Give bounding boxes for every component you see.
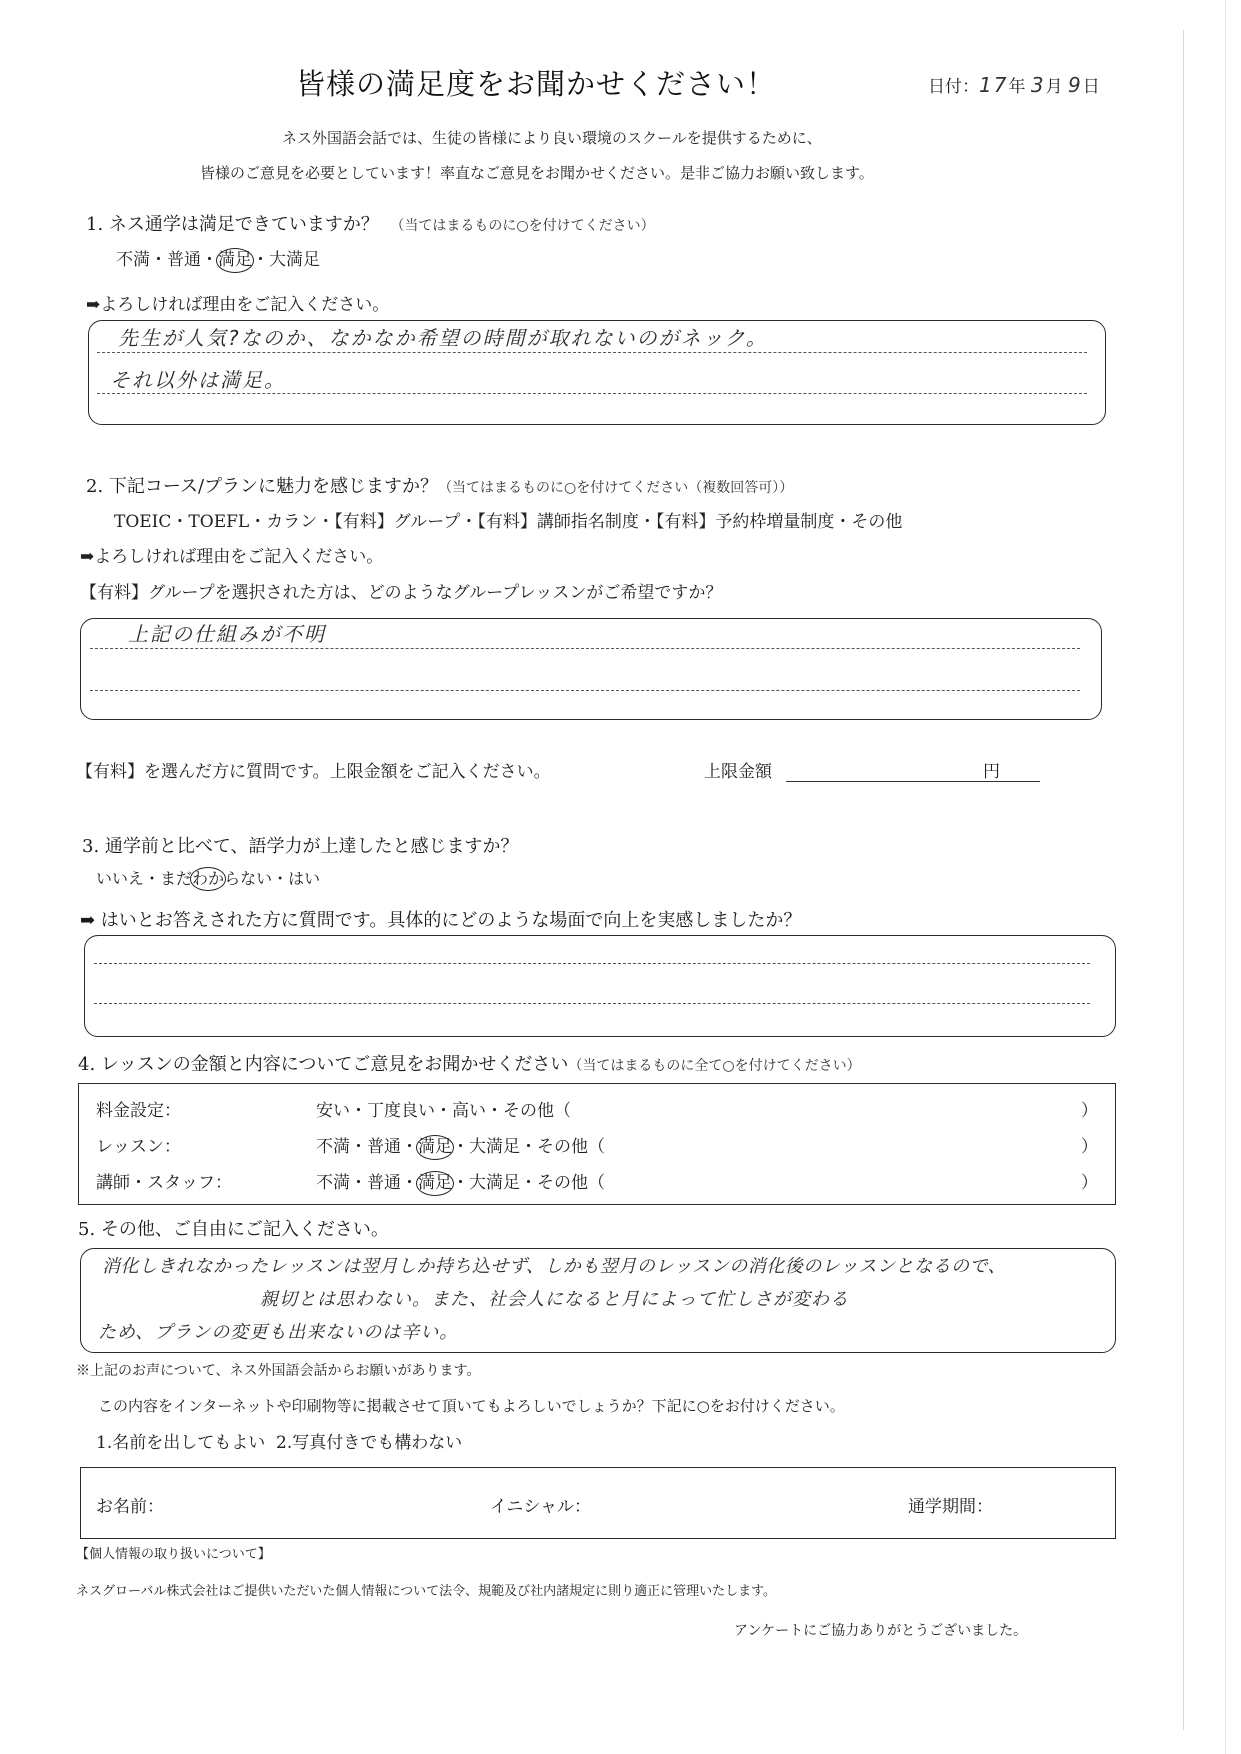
- q4-row-options: 安い・丁度良い・高い・その他（: [316, 1101, 571, 1121]
- q4-row-price: [96, 1096, 1096, 1121]
- q4-option[interactable]: 高い: [452, 1101, 486, 1121]
- q4-close-paren: ）: [1081, 1173, 1098, 1193]
- answer-line: [94, 1003, 1090, 1004]
- q2-option[interactable]: TOEFL: [188, 512, 250, 532]
- q4-question-text: 4. レッスンの金額と内容についてご意見をお聞かせください: [78, 1054, 569, 1075]
- date-month[interactable]: 3: [1030, 73, 1046, 97]
- price-label: 上限金額: [704, 762, 772, 782]
- consent-question: この内容をインターネットや印刷物等に掲載させて頂いてもよろしいでしょうか？下記に○をお付けください。: [98, 1397, 845, 1415]
- q4-question: [78, 1050, 861, 1076]
- consent-option-photo[interactable]: 2.写真付きでも構わない: [276, 1433, 463, 1453]
- q1-question: [86, 210, 655, 236]
- q2-option[interactable]: カラン: [266, 512, 318, 532]
- q4-row-lesson: [96, 1132, 1096, 1157]
- year-unit: 年: [1008, 77, 1026, 97]
- q4-close-paren: ）: [1081, 1137, 1098, 1157]
- q2-option[interactable]: その他: [851, 512, 903, 532]
- q5-question: 5. その他、ご自由にご記入ください。: [78, 1219, 389, 1240]
- initial-label: イニシャル：: [490, 1497, 591, 1517]
- intro-line-1: ネス外国語会話では、生徒の皆様により良い環境のスクールを提供するために、: [282, 129, 822, 147]
- thanks-message: アンケートにご協力ありがとうございました。: [734, 1623, 1028, 1639]
- q2-option[interactable]: 【有料】講師指名制度: [477, 512, 639, 532]
- q4-row-staff: [96, 1168, 1096, 1193]
- scan-artifact-line: [1225, 0, 1226, 1754]
- q5-answer-line-2[interactable]: 親切とは思わない。また、社会人になると月によって忙しさが変わる: [260, 1289, 849, 1310]
- q2-options: TOEIC・TOEFL・カラン・【有料】グループ・【有料】講師指名制度・【有料】予約枠増量制度・その他: [114, 512, 903, 532]
- q4-option[interactable]: 大満足: [469, 1137, 520, 1157]
- name-field[interactable]: [180, 1490, 460, 1514]
- q5-answer-line-3[interactable]: ため、プランの変更も出来ないのは辛い。: [98, 1322, 459, 1343]
- q2-answer-line-1[interactable]: 上記の仕組みが不明: [128, 622, 326, 646]
- q4-option[interactable]: 不満: [316, 1173, 350, 1193]
- answer-line: [90, 648, 1080, 649]
- answer-line: [97, 352, 1087, 353]
- price-unit: 円: [983, 762, 1000, 782]
- consent-notice: ※上記のお声について、ネス外国語会話からお願いがあります。: [76, 1363, 481, 1379]
- q3-question: 3. 通学前と比べて、語学力が上達したと感じますか？: [82, 836, 519, 857]
- day-unit: 日: [1082, 77, 1100, 97]
- period-field[interactable]: [1010, 1490, 1100, 1514]
- answer-line: [90, 690, 1080, 691]
- consent-options: [96, 1428, 462, 1453]
- q1-question-text: 1. ネス通学は満足できていますか？: [86, 214, 379, 235]
- q2-price-question: 【有料】を選んだ方に質問です。上限金額をご記入ください。: [76, 762, 551, 782]
- price-input-underline: [786, 781, 1040, 782]
- q4-option[interactable]: 普通: [367, 1173, 401, 1193]
- q4-option[interactable]: その他（: [503, 1101, 571, 1121]
- q4-option[interactable]: その他（: [537, 1173, 605, 1193]
- q4-row-label: 料金設定：: [96, 1101, 181, 1121]
- month-unit: 月: [1045, 77, 1063, 97]
- q4-option[interactable]: 普通: [367, 1137, 401, 1157]
- q2-group-question: 【有料】グループを選択された方は、どのようなグループレッスンがご希望ですか？: [80, 583, 723, 603]
- q1-answer-line-2[interactable]: それ以外は満足。: [110, 368, 286, 392]
- consent-option-name[interactable]: 1.名前を出してもよい: [96, 1433, 266, 1453]
- q1-note: （当てはまるものに○を付けてください）: [390, 218, 655, 234]
- date-year[interactable]: 17: [979, 73, 1009, 97]
- page-title: 皆様の満足度をお聞かせください！: [296, 67, 777, 101]
- q4-option-selected[interactable]: 満足: [416, 1171, 454, 1196]
- q1-reason-prompt: ➡よろしければ理由をご記入ください。: [86, 295, 390, 315]
- date-field: [928, 72, 1100, 97]
- answer-line: [97, 393, 1087, 394]
- q4-option[interactable]: 不満: [316, 1137, 350, 1157]
- privacy-text: ネスグローバル株式会社はご提供いただいた個人情報について法令、規範及び社内諸規定に則り適正に管理いたします。: [76, 1584, 777, 1599]
- initial-field[interactable]: [610, 1490, 890, 1514]
- q2-option[interactable]: 【有料】グループ: [334, 512, 461, 532]
- q2-note: （当てはまるものに○を付けてください（複数回答可））: [438, 480, 794, 496]
- q1-option[interactable]: 不満: [116, 250, 150, 270]
- q4-row-label: レッスン：: [96, 1137, 181, 1157]
- q4-row-label: 講師・スタッフ：: [96, 1173, 232, 1193]
- q1-option[interactable]: 普通: [167, 250, 201, 270]
- q1-options: 不満・普通・満足・大満足: [116, 245, 320, 270]
- q5-answer-line-1[interactable]: 消化しきれなかったレッスンは翌月しか持ち込せず、しかも翌月のレッスンの消化後のレッスンとなるので、: [102, 1256, 1007, 1277]
- q2-reason-prompt: ➡よろしければ理由をご記入ください。: [80, 547, 384, 567]
- q1-option[interactable]: 大満足: [269, 250, 320, 270]
- q4-option[interactable]: 大満足: [469, 1173, 520, 1193]
- q4-row-options: 不満・普通・満足・大満足・その他（: [316, 1168, 605, 1193]
- date-label: 日付：: [928, 77, 979, 97]
- q3-option-selected[interactable]: まだわからない: [160, 869, 272, 888]
- q1-option-selected[interactable]: 満足: [216, 248, 254, 273]
- privacy-heading: 【個人情報の取り扱いについて】: [76, 1547, 271, 1562]
- q4-option-selected[interactable]: 満足: [416, 1135, 454, 1160]
- q4-note: （当てはまるものに全て○を付けてください）: [568, 1058, 861, 1074]
- q3-option[interactable]: いいえ: [96, 869, 145, 888]
- q3-options: いいえ・まだわからない・はい: [96, 866, 320, 889]
- q3-followup: ➡ はいとお答えされた方に質問です。具体的にどのような場面で向上を実感しましたか？: [80, 910, 802, 931]
- q2-question: [86, 472, 793, 498]
- q2-question-text: 2. 下記コース/プランに魅力を感じますか？: [86, 476, 439, 497]
- period-label: 通学期間：: [908, 1497, 993, 1517]
- q4-option[interactable]: 丁度良い: [367, 1101, 435, 1121]
- answer-line: [94, 963, 1090, 964]
- price-input[interactable]: [800, 757, 960, 779]
- q4-option[interactable]: その他（: [537, 1137, 605, 1157]
- q2-option[interactable]: TOEIC: [114, 512, 172, 532]
- date-day[interactable]: 9: [1068, 73, 1083, 97]
- q4-close-paren: ）: [1081, 1101, 1098, 1121]
- q1-answer-line-1[interactable]: 先生が人気?なのか、なかなか希望の時間が取れないのがネック。: [118, 326, 768, 350]
- q3-option[interactable]: はい: [288, 869, 321, 888]
- q3-answer-box[interactable]: [84, 935, 1116, 1037]
- name-label: お名前：: [96, 1497, 164, 1517]
- intro-line-2: 皆様のご意見を必要としています！率直なご意見をお聞かせください。是非ご協力お願い致します。: [200, 164, 874, 182]
- q2-option[interactable]: 【有料】予約枠増量制度: [655, 512, 835, 532]
- q4-row-options: 不満・普通・満足・大満足・その他（: [316, 1132, 605, 1157]
- scan-artifact-line: [1183, 30, 1184, 1730]
- q4-option[interactable]: 安い: [316, 1101, 350, 1121]
